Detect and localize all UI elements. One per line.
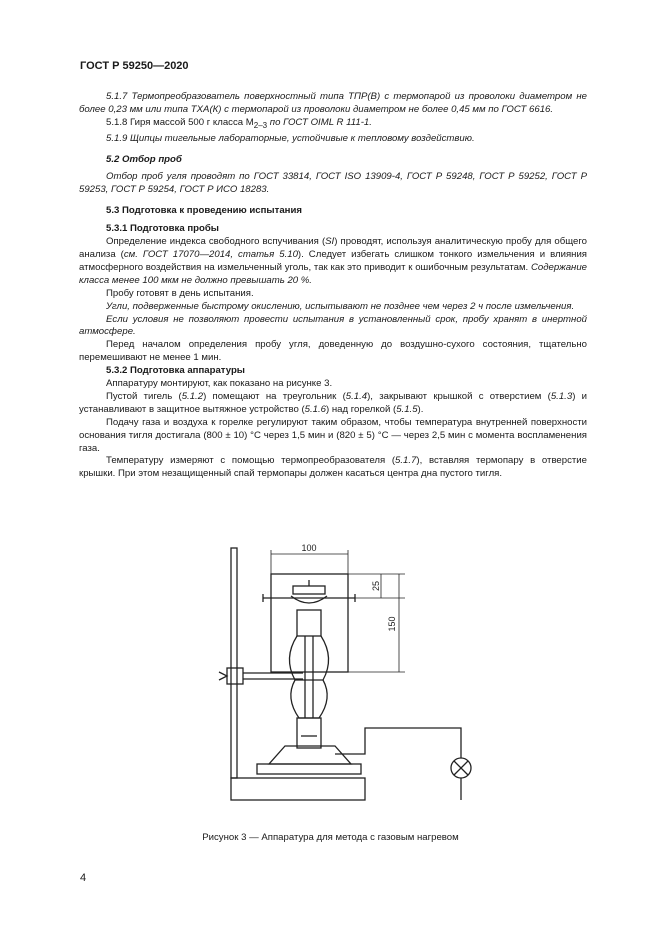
paragraph-5-1-9: 5.1.9 Щипцы тигельные лабораторные, устойчивые к тепловому воздействию. [106,132,475,144]
text-run: Температуру измеряют с помощью термопреобразователя ( [106,455,396,467]
text-run: ), вставляя термопару в отверстие крышки. При этом незащищенный спай термопары должен касаться центра дна пустого тигля. [79,455,587,480]
burner-base [269,746,351,764]
exhaust-shield [271,574,348,672]
text-run: 5.1.4 [345,390,368,402]
text-run: ). [417,403,424,415]
text-run: ) и устанавливают в защитное вытяжное устройство ( [79,390,587,415]
mass-class-subscript: 2–3 [253,120,268,130]
subsection-heading-5-3-1: 5.3.1 Подготовка пробы [106,223,219,235]
text-run: Определение индекса свободного вспучивания ( [106,236,326,248]
crucible [291,596,327,603]
text-run: 5.1.3 [550,390,573,402]
text-run: 5.1.5 [396,403,418,415]
paragraph-5-3-2-b [79,391,587,417]
burner-body [297,718,321,748]
paragraph-5-3-1-c: Угли, подверженные быстрому окислению, испытывают не позднее чем через 2 ч после измельчения. [106,300,575,312]
apparatus-drawing [205,540,515,825]
dimension-small-label: 25 [371,580,381,592]
paragraph-5-2: Отбор проб угля проводят по ГОСТ 33814, ГОСТ ISO 13909-4, ГОСТ Р 59248, ГОСТ Р 59252, ГОСТ Р 59253, ГОСТ Р 59254, ГОСТ Р ИСО 18283. [79,171,587,196]
text-run: 5.1.2 [181,390,204,402]
paragraph-5-3-1-d: Если условия не позволяют провести испытания в установленный срок, пробу хранят в инертной атмосфере. [79,313,587,338]
gas-pipe [335,728,461,758]
paragraph-5-1-8-text: 5.1.8 Гиря массой 500 г класса М [106,116,254,128]
page-header: ГОСТ Р 59250—2020 [80,60,189,72]
paragraph-5-1-8-ref: по ГОСТ OIML R 111-1. [267,116,372,128]
text-run: 5.1.7 [395,455,417,467]
text-run: ) помещают на треугольник ( [203,390,346,402]
paragraph-5-3-1-b: Пробу готовят в день испытания. [106,287,254,299]
text-run: Содержание класса менее 100 мкм не должно превышать 20 %. [79,261,587,286]
paragraph-5-3-1-a [79,236,587,288]
paragraph-5-1-8 [79,117,587,133]
text-run: ) над горелкой ( [325,403,397,415]
stand-base-plate [231,778,365,800]
text-run: 5.1.6 [304,403,326,415]
crucible-lid [293,586,325,594]
figure-caption: Рисунок 3 — Аппаратура для метода с газовым нагревом [202,832,459,843]
dimension-height-label: 150 [387,616,397,632]
stand-rod [231,548,237,778]
text-run: Пустой тигель ( [106,390,182,402]
paragraph-5-3-2-a: Аппаратуру монтируют, как показано на рисунке 3. [106,378,333,390]
dimension-width-label: 100 [301,543,317,553]
apparatus-figure [205,540,515,825]
paragraph-5-1-7: 5.1.7 Термопреобразователь поверхностный типа ТПР(В) с термопарой из проволоки диаметром не более 0,23 мм или типа ТХА(К) с термопарой из проволоки диаметром не более 0,45 мм по ГОСТ 6616. [79,91,587,115]
page-number: 4 [80,872,87,884]
text-run: ). Следует избегать слишком тонкого измельчения и влияния атмосферного воздействия на измельченный уголь, так как это приводит к ошибочным результатам. [79,248,587,273]
text-run: см. ГОСТ 17070—2014, статья 5.10 [123,248,298,260]
paragraph-5-3-1-e: Перед началом определения пробу угля, доведенную до воздушно-сухого состояния, тщательно перемешивают не менее 1 мин. [79,339,587,364]
paragraph-5-3-2-d [79,455,587,481]
text-run: ) проводят, используя аналитическую пробу для общего анализа ( [79,236,587,260]
paragraph-5-3-2-c: Подачу газа и воздуха к горелке регулируют таким образом, чтобы температура внутренней поверхности основания тигля достигала (800 ± 10) °С через 1,5 мин и (820 ± 5) °С — через 2,5 мин с момента воспламенения газа. [79,416,587,454]
section-heading-5-2: 5.2 Отбор проб [106,153,182,165]
stand-clamp [227,668,243,684]
text-run: SI [325,236,335,248]
section-heading-5-3: 5.3 Подготовка к проведению испытания [106,205,302,217]
subsection-heading-5-3-2: 5.3.2 Подготовка аппаратуры [106,365,246,377]
document-body [79,91,587,481]
text-run: ), закрывают крышкой с отверстием ( [367,390,551,402]
